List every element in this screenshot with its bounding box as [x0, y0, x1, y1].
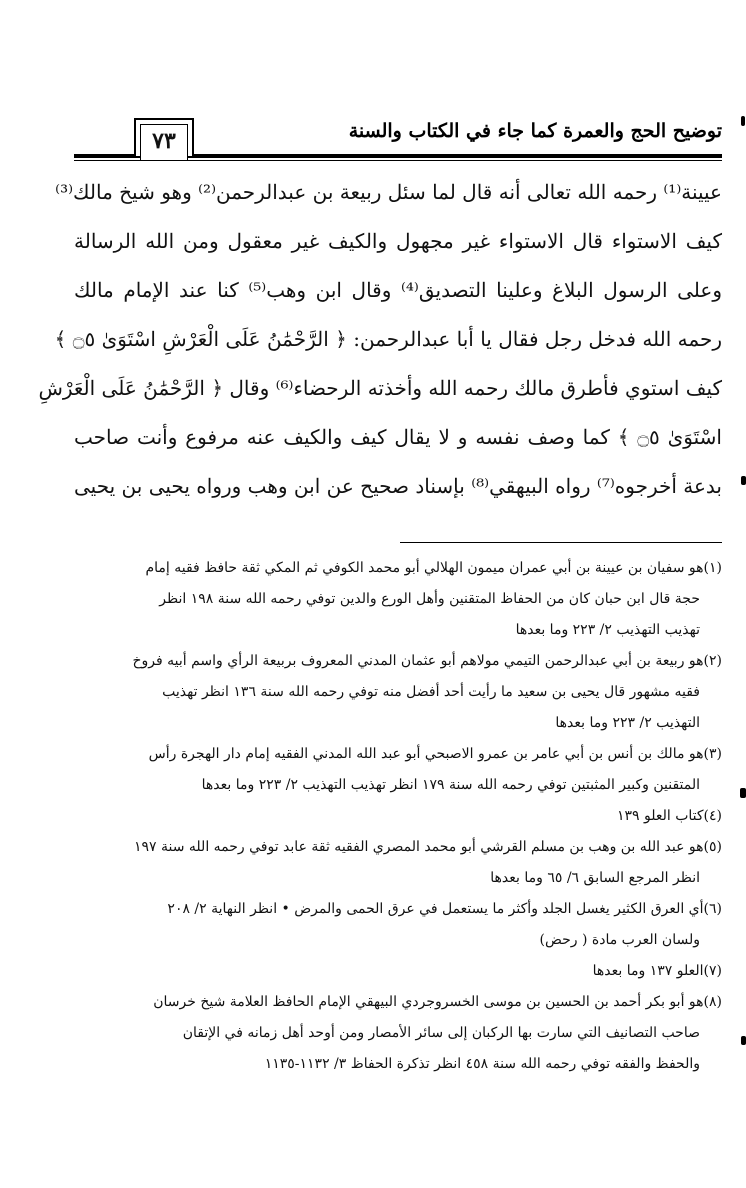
footnote-number: (٢)	[703, 653, 722, 669]
text-line: اسْتَوَىٰ ۝٥ ﴾ كما وصف نفسه و لا يقال كيف والكيف عنه مرفوع وأنت صاحب	[74, 425, 722, 449]
footnote-number: (٤)	[703, 808, 722, 824]
scan-speck	[741, 476, 746, 485]
footnote-number: (٨)	[703, 994, 722, 1010]
book-title: توضيح الحج والعمرة كما جاء في الكتاب والسنة	[348, 120, 722, 142]
footnotes	[74, 553, 722, 1080]
footnote-number: (٧)	[703, 963, 722, 979]
text-line: رحمه الله فدخل رجل فقال يا أبا عبدالرحمن: ﴿ الرَّحْمَٰنُ عَلَى الْعَرْشِ اسْتَوَىٰ ۝٥ ﴾	[54, 327, 722, 351]
footnote-text: هو ربيعة بن أبي عبدالرحمن التيمي مولاهم أبو عثمان المدني المعروف بربيعة الرأي واسم أبيه فروخ	[132, 653, 704, 669]
footnote	[74, 987, 722, 1080]
main-text	[38, 168, 723, 511]
footnote-text: هو عبد الله بن وهب بن مسلم القرشي أبو محمد المصري الفقيه ثقة عابد توفي رحمه الله سنة ١٩٧	[133, 839, 704, 855]
footnote-number: (٦)	[703, 901, 722, 917]
footnote	[74, 956, 722, 987]
footnote-text: هو سفيان بن عيينة بن أبي عمران ميمون الهلالي أبو محمد الكوفي ثم المكي ثقة حافظ فقيه إمام	[145, 560, 704, 576]
footnote-number: (٥)	[703, 839, 722, 855]
footnote-separator	[400, 542, 722, 543]
text-line: كيف الاستواء قال الاستواء غير مجهول والكيف غير معقول ومن الله الرسالة	[74, 229, 722, 253]
running-header	[74, 118, 722, 154]
footnote-text: هو مالك بن أنس بن أبي عامر بن عمرو الاصبحي أبو عبد الله المدني الفقيه إمام دار الهجرة رأس	[148, 746, 704, 762]
footnote-text: هو أبو بكر أحمد بن الحسين بن موسى الخسروجردي البيهقي الإمام الحافظ العلامة شيخ خرسان	[153, 994, 704, 1010]
header-rule-thin	[74, 160, 722, 161]
footnote	[74, 739, 722, 801]
footnote-continuation: والحفظ والفقه توفي رحمه الله سنة ٤٥٨ انظر تذكرة الحفاظ ٣/ ١١٣٢-١١٣٥	[264, 1056, 700, 1072]
scan-speck	[740, 788, 746, 798]
footnote-continuation: صاحب التصانيف التي سارت بها الركبان إلى سائر الأمصار ومن أوحد أهل زمانه في الإتقان	[182, 1025, 700, 1041]
footnote-number: (٣)	[703, 746, 722, 762]
footnote-continuation: ولسان العرب مادة ( رحض)	[539, 932, 700, 948]
text-line: بدعة أخرجوه⁽⁷⁾ رواه البيهقي⁽⁸⁾ بإسناد صحيح عن ابن وهب ورواه يحيى بن يحيى	[74, 474, 722, 498]
scan-speck	[741, 1036, 746, 1045]
footnote	[74, 553, 722, 646]
footnote-continuation: فقيه مشهور قال يحيى بن سعيد ما رأيت أحد أفضل منه توفي رحمه الله سنة ١٣٦ انظر تهذيب	[162, 684, 700, 700]
footnote-text: العلو ١٣٧ وما بعدها	[592, 963, 704, 979]
footnote-text: كتاب العلو ١٣٩	[616, 808, 704, 824]
footnote	[74, 832, 722, 894]
footnote-continuation: انظر المرجع السابق ٦/ ٦٥ وما بعدها	[490, 870, 700, 886]
footnote-continuation: حجة قال ابن حبان كان من الحفاظ المتقنين وأهل الورع والدين توفي رحمه الله سنة ١٩٨ انظر	[159, 591, 700, 607]
text-line: عيينة⁽¹⁾ رحمه الله تعالى أنه قال لما سئل ربيعة بن عبدالرحمن⁽²⁾ وهو شيخ مالك⁽³⁾	[55, 180, 722, 204]
text-line: كيف استوي فأطرق مالك رحمه الله وأخذته الرحضاء⁽⁶⁾ وقال ﴿ الرَّحْمَٰنُ عَلَى الْعَرْشِ	[38, 376, 722, 400]
footnote	[74, 801, 722, 832]
footnote	[74, 894, 722, 956]
page-number: ٧٣	[140, 124, 188, 160]
footnote-continuation: التهذيب ٢/ ٢٢٣ وما بعدها	[555, 715, 700, 731]
footnote-number: (١)	[703, 560, 722, 576]
footnote-text: أي العرق الكثير يغسل الجلد وأكثر ما يستعمل في عرق الحمى والمرض • انظر النهاية ٢/ ٢٠٨	[167, 901, 704, 917]
footnote-continuation: المتقنين وكبير المثبتين توفي رحمه الله سنة ١٧٩ انظر تهذيب التهذيب ٢/ ٢٢٣ وما بعدها	[201, 777, 700, 793]
scan-speck	[741, 116, 745, 126]
footnote-continuation: تهذيب التهذيب ٢/ ٢٢٣ وما بعدها	[515, 622, 700, 638]
page-number-box	[134, 118, 194, 158]
footnote	[74, 646, 722, 739]
text-line: وعلى الرسول البلاغ وعلينا التصديق⁽⁴⁾ وقال ابن وهب⁽⁵⁾ كنا عند الإمام مالك	[74, 278, 723, 302]
